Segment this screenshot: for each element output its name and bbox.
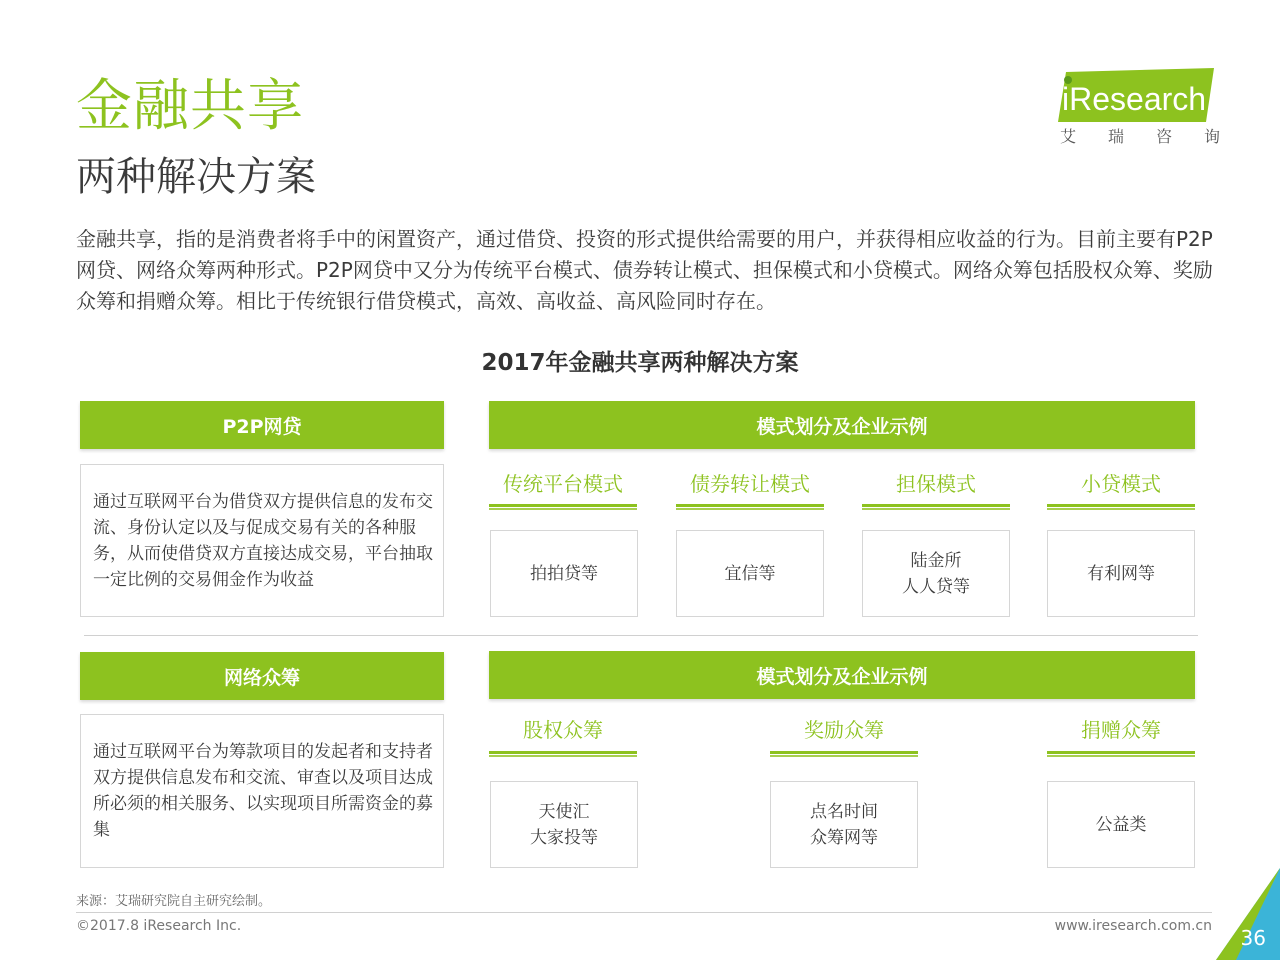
mode-underline	[676, 504, 824, 510]
logo-char: 艾	[1060, 127, 1077, 146]
mode-underline	[862, 504, 1010, 510]
mode-underline	[770, 751, 918, 757]
page-number: 36	[1240, 926, 1266, 950]
section-header-p2p: P2P网贷	[80, 401, 444, 449]
section-divider	[84, 635, 1198, 636]
website-link[interactable]: www.iresearch.com.cn	[1054, 918, 1212, 934]
mode-label: 传统平台模式	[503, 472, 623, 496]
logo-text: iResearch	[1062, 81, 1207, 117]
examples-header-crowdfunding: 模式划分及企业示例	[489, 651, 1195, 699]
example-box: 天使汇 大家投等	[490, 781, 638, 868]
mode-label: 奖励众筹	[804, 718, 884, 742]
example-box: 点名时间 众筹网等	[770, 781, 918, 868]
mode-underline	[1047, 751, 1195, 757]
section-description-p2p: 通过互联网平台为借贷双方提供信息的发布交流、身份认定以及与促成交易有关的各种服务，从而使借贷双方直接达成交易，平台抽取一定比例的交易佣金作为收益	[80, 464, 444, 617]
examples-header-p2p: 模式划分及企业示例	[489, 401, 1195, 449]
example-box: 宜信等	[676, 530, 824, 617]
logo-subtitle	[1060, 124, 1220, 147]
page-title: 金融共享	[76, 74, 304, 139]
section-header-crowdfunding: 网络众筹	[80, 652, 444, 700]
logo-char: 咨	[1155, 127, 1172, 146]
mode-underline	[489, 504, 637, 510]
mode-label: 担保模式	[896, 472, 976, 496]
example-box: 公益类	[1047, 781, 1195, 868]
intro-paragraph: 金融共享，指的是消费者将手中的闲置资产，通过借贷、投资的形式提供给需要的用户，并获得相应收益的行为。目前主要有P2P网贷、网络众筹两种形式。P2P网贷中又分为传统平台模式、债券转让模式、担保模式和小贷模式。网络众筹包括股权众筹、奖励众筹和捐赠众筹。相比于传统银行借贷模式，高效、高收益、高风险同时存在。	[76, 227, 1213, 313]
source-note: 来源：艾瑞研究院自主研究绘制。	[76, 894, 272, 909]
example-box: 陆金所 人人贷等	[862, 530, 1010, 617]
section-description-crowdfunding: 通过互联网平台为筹款项目的发起者和支持者双方提供信息发布和交流、审查以及项目达成所必须的相关服务、以实现项目所需资金的募集	[80, 714, 444, 868]
logo-char: 瑞	[1107, 127, 1124, 146]
mode-label: 捐赠众筹	[1081, 718, 1161, 742]
mode-label: 小贷模式	[1081, 472, 1161, 496]
diagram-title: 2017年金融共享两种解决方案	[481, 350, 799, 376]
page-subtitle: 两种解决方案	[76, 154, 316, 200]
copyright: ©2017.8 iResearch Inc.	[76, 918, 242, 934]
logo-char: 询	[1203, 127, 1220, 146]
example-box: 有利网等	[1047, 530, 1195, 617]
mode-label: 股权众筹	[523, 718, 603, 742]
footer-divider	[76, 912, 1212, 913]
example-box: 拍拍贷等	[490, 530, 638, 617]
mode-underline	[1047, 504, 1195, 510]
mode-underline	[489, 751, 637, 757]
mode-label: 债券转让模式	[690, 472, 810, 496]
